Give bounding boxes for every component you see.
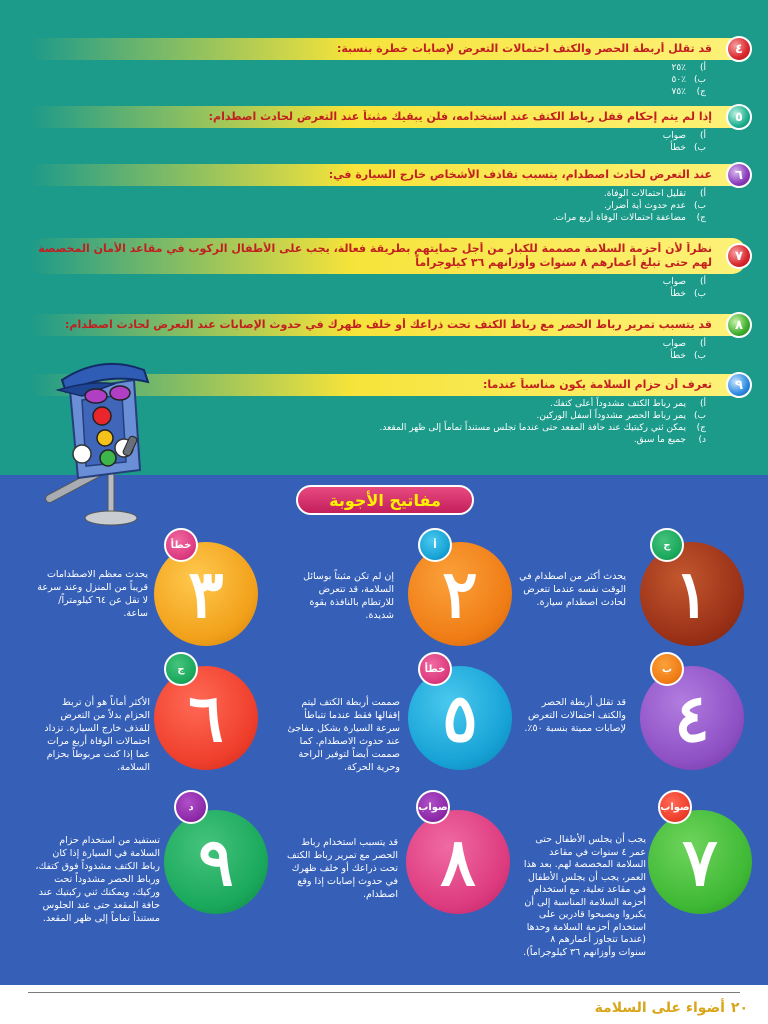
question-bar	[28, 314, 746, 336]
answer-number-ball: ٩	[164, 810, 268, 914]
option-item[interactable]: أ) صواب	[662, 131, 706, 141]
answer-card-6	[36, 652, 258, 792]
question-number-badge: ٨	[726, 312, 752, 338]
answer-explanation: الأكثر أماناً هو أن تربط الحزام بدلاً من التعرض للقذف خارج السيارة. تزداد احتمالات الوفاة أربع مرات عما إذا كنت مربوطاً بحزام السلامة.	[44, 697, 150, 773]
options-list	[28, 130, 706, 154]
answer-explanation: يجب أن يجلس الأطفال حتى عمر ٤ سنوات في مقاعد السلامة المخصصة لهم. بعد هذا العمر، يجب أن يجلس الأطفال في مقاعد تعلية، مع استخدام أحزمة السلامة المناسبة إلى أن يكبروا ويصبحوا قادرين على استخدام أحزمة السلامة وحدها (عندما تتجاوز أعمارهم ٨ سنوات وأوزانهم ٣٦ كيلوجراماً).	[523, 834, 646, 958]
option-item[interactable]: ب) يمر رباط الحصر مشدوداً أسفل الوركين.	[536, 411, 706, 421]
answer-card-1	[519, 528, 744, 668]
option-item[interactable]: أ) صواب	[662, 277, 706, 287]
question-text: عند التعرض لحادث اصطدام، يتسبب تقاذف الأشخاص خارج السيارة في:	[328, 168, 712, 181]
answer-badge: ج	[650, 528, 684, 562]
answer-explanation: قد تقلل أربطة الحصر والكتف احتمالات التعرض لإصابات مميتة بنسبة ٥٠٪.	[524, 697, 626, 734]
answer-number-ball: ١	[640, 542, 744, 646]
option-item[interactable]: أ) تقليل احتمالات الوفاة.	[603, 189, 706, 199]
footer-divider	[28, 992, 740, 993]
options-list	[28, 188, 706, 224]
option-item[interactable]: ب) ٪٥٠	[671, 75, 706, 85]
answer-badge: خطأ	[418, 652, 452, 686]
question-text: نظراً لأن أحزمة السلامة مصممة للكبار من أجل حمايتهم بطريقة فعالة، يجب على الأطفال الركوب في مقاعد الأمان المخصصة لهم حتى تبلغ أعمارهم ٨ سنوات وأوزانهم ٣٦ كيلوجراماً	[38, 242, 712, 269]
answer-badge: خطأ	[164, 528, 198, 562]
question-text: تعرف أن حزام السلامة يكون مناسباً عندما:	[482, 378, 712, 391]
question-text: قد تقلل أربطة الحصر والكتف احتمالات التعرض لإصابات خطرة بنسبة:	[336, 42, 712, 55]
answer-badge: صواب	[658, 790, 692, 824]
page-footer	[595, 1000, 748, 1016]
option-item[interactable]: ج) يمكن ثني ركبتيك عند حافة المقعد حتى عندما تجلس مستنداً تماماً إلى ظهر المقعد.	[379, 423, 706, 433]
options-list	[28, 276, 706, 300]
answer-number-ball: ٢	[408, 542, 512, 646]
answer-number-ball: ٥	[408, 666, 512, 770]
question-bar	[28, 238, 746, 274]
question-4	[28, 38, 746, 98]
question-7	[28, 238, 746, 300]
answer-explanation: قد يتسبب استخدام رباط الحصر مع تمرير رباط الكتف تحت ذراعك أو خلف ظهرك في حدوث إصابات إذا وقع اصطدام.	[286, 837, 398, 900]
question-5	[28, 106, 746, 154]
answer-number-ball: ٦	[154, 666, 258, 770]
option-item[interactable]: ج) مضاعفة احتمالات الوفاة أربع مرات.	[552, 213, 706, 223]
question-number-badge: ٩	[726, 372, 752, 398]
question-number-badge: ٤	[726, 36, 752, 62]
answer-card-2	[292, 528, 512, 668]
traffic-light-mascot-icon	[22, 350, 172, 530]
question-bar	[28, 106, 746, 128]
page-number: ٢٠	[730, 1000, 748, 1016]
question-number-badge: ٧	[726, 243, 752, 269]
answer-number-ball: ٧	[648, 810, 752, 914]
publication-title: أضواء على السلامة	[594, 1000, 725, 1016]
question-number-badge: ٥	[726, 104, 752, 130]
answers-title: مفاتيح الأجوبة	[296, 485, 474, 515]
option-item[interactable]: ب) خطأ	[670, 143, 706, 153]
answer-card-8	[286, 790, 510, 930]
answer-badge: صواب	[416, 790, 450, 824]
option-item[interactable]: ب) عدم حدوث أية أضرار.	[603, 201, 706, 211]
answer-card-9	[36, 790, 268, 930]
answer-number-ball: ٤	[640, 666, 744, 770]
answer-badge: د	[174, 790, 208, 824]
question-6	[28, 164, 746, 224]
answer-explanation: إن لم تكن مثبتاً بوسائل السلامة، قد تتعرض للارتطام بالنافذة بقوة شديدة.	[303, 571, 394, 621]
answer-card-3	[36, 528, 258, 668]
option-item[interactable]: أ) يمر رباط الكتف مشدوداً أعلى كتفك.	[550, 399, 706, 409]
option-item[interactable]: ب) خطأ	[670, 351, 706, 361]
answer-card-7	[520, 790, 752, 982]
answer-explanation: تستفيد من استخدام حزام السلامة في السيارة إذا كان رباط الكتف مشدوداً فوق كتفك، ورباط الحصر مشدوداً تحت وركيك، ويمكنك ثني ركبتيك عند حافة المقعد حتى عند الجلوس مستنداً تماماً إلى ظهر المقعد.	[35, 835, 160, 924]
answer-badge: ج	[164, 652, 198, 686]
answer-badge: ب	[650, 652, 684, 686]
answer-explanation: يحدث معظم الاصطدامات قريباً من المنزل وعند سرعة لا تقل عن ٦٤ كيلومتراً/ساعة.	[37, 569, 148, 619]
answer-card-5	[282, 652, 512, 792]
option-item[interactable]: ج) ٪٧٥	[671, 87, 706, 97]
question-text: قد يتسبب تمرير رباط الحصر مع رباط الكتف تحت ذراعك أو خلف ظهرك في حدوث الإصابات عند التعرض لحادث اصطدام:	[65, 318, 712, 331]
options-list	[28, 62, 706, 98]
option-item[interactable]: أ) صواب	[662, 339, 706, 349]
option-item[interactable]: ب) خطأ	[670, 289, 706, 299]
question-number-badge: ٦	[726, 162, 752, 188]
question-text: إذا لم يتم إحكام قفل رباط الكتف عند استخدامه، فلن يبقيك مثبتاً عند التعرض لحادث اصطدام:	[208, 110, 712, 123]
answer-number-ball: ٣	[154, 542, 258, 646]
answer-badge: أ	[418, 528, 452, 562]
option-item[interactable]: د) جميع ما سبق.	[633, 435, 706, 445]
answer-explanation: يحدث أكثر من اصطدام في الوقت نفسه عندما تتعرض لحادث اصطدام سيارة.	[519, 571, 626, 608]
question-bar	[28, 164, 746, 186]
answer-number-ball: ٨	[406, 810, 510, 914]
option-item[interactable]: أ) ٪٢٥	[671, 63, 706, 73]
answer-card-4	[524, 652, 744, 792]
question-bar	[28, 38, 746, 60]
answer-explanation: صممت أربطة الكتف ليتم إقفالها فقط عندما تتباطأ سرعة السيارة بشكل مفاجئ عند حدوث الاصطدام. كما صممت أيضاً لتوفير الراحة وحرية الحركة.	[287, 697, 400, 773]
